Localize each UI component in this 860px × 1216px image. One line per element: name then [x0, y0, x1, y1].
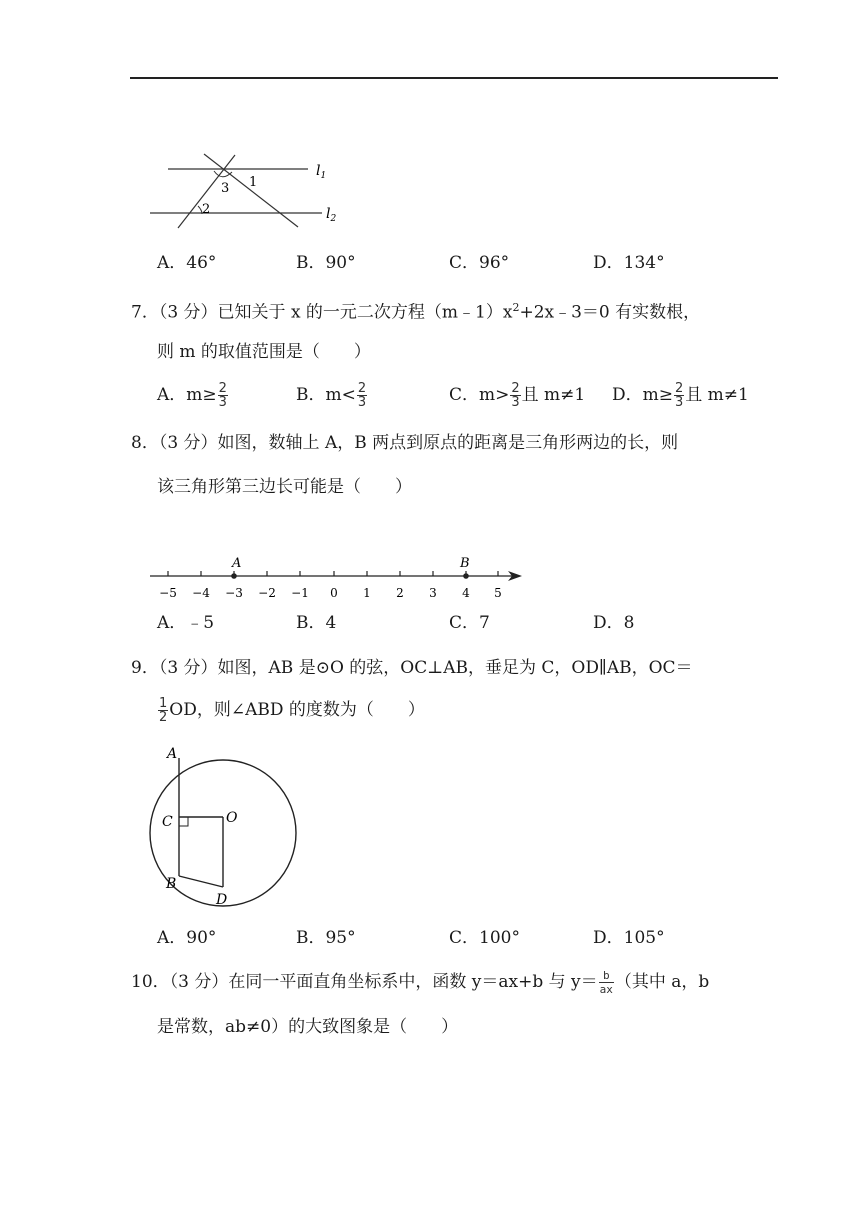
q9-stem-line1: 9．（3 分）如图，AB 是⊙O 的弦，OC⊥AB，垂足为 C，OD∥AB，OC＝: [131, 658, 693, 678]
header-rule: [130, 77, 778, 79]
point-c-label: C: [162, 814, 173, 830]
q8-option-d: D．8: [593, 613, 635, 633]
q6-option-c: C．96°: [449, 253, 510, 273]
point-a-label: A: [167, 746, 178, 762]
number-line-figure: [140, 552, 540, 604]
tick-label: −5: [159, 586, 177, 600]
tick-label: 0: [330, 586, 338, 600]
q9-stem-line2: $\frac{1}{2}$ OD，则∠ABD 的度数为（ ）: [159, 696, 425, 725]
q6-option-d: D．134°: [593, 253, 665, 273]
q7-stem-line2: 则 m 的取值范围是（ ）: [157, 342, 371, 362]
q8-stem-line1: 8．（3 分）如图，数轴上 A，B 两点到原点的距离是三角形两边的长，则: [131, 433, 679, 453]
tick-label: −2: [258, 586, 276, 600]
tick-label: 1: [363, 586, 371, 600]
q7-option-c: C．m> $\frac{2}{3}$ 且 m≠1: [449, 381, 586, 410]
q9-option-a: A．90°: [157, 928, 217, 948]
tick-label: −3: [225, 586, 243, 600]
q7-option-b: B．m< $\frac{2}{3}$: [296, 381, 367, 410]
q6-option-a: A．46°: [157, 253, 217, 273]
tick-label: 2: [396, 586, 404, 600]
q7-option-a: A．m≥ $\frac{2}{3}$: [157, 381, 227, 410]
tick-label: 3: [429, 586, 437, 600]
angle-2-label: 2: [202, 202, 211, 217]
parallel-lines-figure: [140, 148, 350, 232]
circle-figure: [140, 740, 315, 910]
point-d-label: D: [216, 892, 228, 908]
q7-stem-line1: 7．（3 分）已知关于 x 的一元二次方程$(m﹣1)x^2+2x﹣3=0$ 有实数根，: [131, 301, 701, 323]
q8-option-b: B．4: [296, 613, 337, 633]
tick-label: 5: [494, 586, 502, 600]
q10-stem-line2: 是常数，ab≠0）的大致图象是（ ）: [157, 1017, 459, 1037]
q10-stem-line1: 10．（3 分）在同一平面直角坐标系中，函数 y＝ax+b 与 y＝ $\frac{b}{ax}$ （其中 a，b: [131, 969, 710, 996]
tick-label: 4: [462, 586, 470, 600]
q8-option-a: A．﹣5: [157, 613, 215, 633]
q8-option-c: C．7: [449, 613, 490, 633]
point-b-dot: [463, 573, 469, 579]
q8-stem-line2: 该三角形第三边长可能是（ ）: [157, 477, 412, 497]
q6-option-b: B．90°: [296, 253, 356, 273]
q9-option-c: C．100°: [449, 928, 520, 948]
q9-option-d: D．105°: [593, 928, 665, 948]
point-a-label: A: [232, 556, 242, 571]
point-a-dot: [231, 573, 237, 579]
point-o-label: O: [226, 810, 238, 826]
tick-label: −4: [192, 586, 210, 600]
angle-1-label: 1: [249, 175, 258, 190]
point-b-label: B: [460, 556, 470, 571]
point-b-label: B: [166, 876, 177, 892]
l2-label: $l_2$: [326, 206, 337, 224]
q7-option-d: D．m≥ $\frac{2}{3}$ 且 m≠1: [612, 381, 749, 410]
l1-label: $l_1$: [316, 163, 327, 181]
q9-option-b: B．95°: [296, 928, 356, 948]
angle-3-label: 3: [221, 181, 230, 196]
tick-label: −1: [291, 586, 309, 600]
